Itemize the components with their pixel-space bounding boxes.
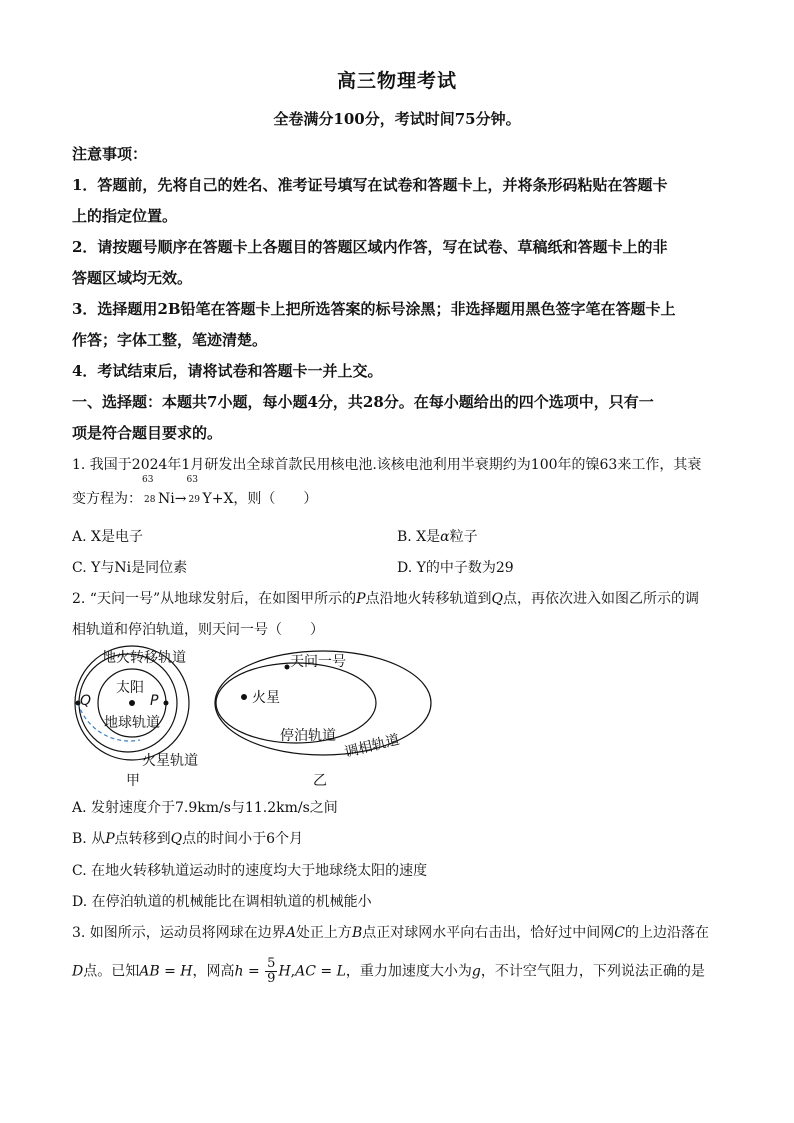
probe-dot xyxy=(285,665,290,670)
point-p: P xyxy=(356,591,366,607)
mars-label: 火星 xyxy=(252,690,280,706)
notice-line: 1．答题前，先将自己的姓名、准考证号填写在试卷和答题卡上，并将条形码粘贴在答题卡 xyxy=(72,176,668,194)
stem-text: 3. 如图所示，运动员将网球在边界 xyxy=(72,925,286,941)
ni-nuclide-numbers xyxy=(142,475,158,505)
transfer-orbit-label: 地火转移轨道 xyxy=(102,650,186,666)
notice-line: 2．请按题号顺序在答题卡上各题目的答题区域内作答，写在试卷、草稿纸和答题卡上的非 xyxy=(72,238,668,256)
q2-option-c: C. 在地火转移轨道运动时的速度均大于地球绕太阳的速度 xyxy=(72,863,428,879)
segment-ab: AB xyxy=(139,963,160,980)
q2-option-b xyxy=(72,828,303,848)
option-b-text: B. X是 xyxy=(397,529,441,545)
notice-line: 上的指定位置。 xyxy=(72,207,178,225)
point-q: Q xyxy=(491,591,504,607)
y-symbol: Y+X xyxy=(202,491,234,507)
alpha-symbol: α xyxy=(440,529,450,545)
q1-option-a: A. X是电子 xyxy=(72,529,143,545)
notice-heading: 注意事项： xyxy=(72,145,148,163)
question-1-equation-line xyxy=(72,475,318,508)
y-nuclide-numbers xyxy=(186,475,202,505)
notice-line: 3．选择题用2B铅笔在答题卡上把所选答案的标号涂黑；非选择题用黑色签字笔在答题卡上 xyxy=(72,300,676,318)
option-text: 点的时间小于6个月 xyxy=(182,831,304,847)
option-text: B. 从 xyxy=(72,831,106,847)
stem-text: ，网高 xyxy=(192,963,235,980)
mars-orbit-label: 火星轨道 xyxy=(142,753,198,769)
var-g: g xyxy=(471,963,481,980)
page-title: 高三物理考试 xyxy=(336,70,457,92)
point-q-label: Q xyxy=(80,693,92,709)
fraction xyxy=(265,957,277,986)
q2-option-a: A. 发射速度介于7.9km/s与11.2km/s之间 xyxy=(72,800,338,816)
point-c: C xyxy=(614,925,625,941)
figure-yi xyxy=(212,645,442,790)
option-b-text-end: 粒子 xyxy=(449,529,478,545)
numerator: 5 xyxy=(267,956,276,971)
figure-yi-caption: 乙 xyxy=(313,773,327,789)
question-2-stem-cont: 相轨道和停泊轨道，则天问一号（ ） xyxy=(72,622,324,638)
point-p-label: P xyxy=(150,693,159,709)
sun-dot xyxy=(129,700,135,706)
figure-jia-caption: 甲 xyxy=(126,773,140,789)
stem-text: ，不计空气阻力，下列说法正确的是 xyxy=(480,963,705,980)
stem-text: 处正上方 xyxy=(295,925,352,941)
question-3-stem xyxy=(72,922,709,942)
segment-ac: AC xyxy=(295,963,316,980)
equals: = xyxy=(159,963,181,980)
stem-text: 2. “天问一号”从地球发射后，在如图甲所示的 xyxy=(72,591,357,607)
section-heading: 一、选择题：本题共7小题，每小题4分，共28分。在每小题给出的四个选项中，只有一 xyxy=(72,393,654,411)
arrow: → xyxy=(174,491,187,507)
parking-orbit-label: 停泊轨道 xyxy=(280,728,336,744)
phasing-orbit-label: 调相轨道 xyxy=(343,731,402,761)
equation-prefix: 变方程为： xyxy=(72,491,142,507)
stem-text: ，重力加速度大小为 xyxy=(345,963,472,980)
notice-line: 答题区域均无效。 xyxy=(72,269,193,287)
q2-option-d: D. 在停泊轨道的机械能比在调相轨道的机械能小 xyxy=(72,894,372,910)
question-1-stem: 1. 我国于2024年1月研发出全球首款民用核电池.该核电池利用半衰期约为100年的镍63来工作，其衰 xyxy=(72,457,702,473)
ni-atomic-number: 28 xyxy=(144,495,156,505)
denominator: 9 xyxy=(267,971,276,986)
var-h-upper: H xyxy=(180,963,193,980)
question-2-stem xyxy=(72,588,699,608)
q1-option-c: C. Y与Ni是同位素 xyxy=(72,560,188,576)
mars-dot xyxy=(241,694,247,700)
q1-option-b xyxy=(397,526,478,546)
figure-jia xyxy=(70,645,210,790)
point-p-dot xyxy=(164,701,169,706)
point-d: D xyxy=(72,963,84,980)
y-mass-number: 63 xyxy=(186,475,198,485)
point-a: A xyxy=(285,925,296,941)
stem-text: 点。已知 xyxy=(83,963,140,980)
question-3-stem-cont: D点。已知AB = H，网高h = $\frac{5}{9}$ H,AC = L，重力加速度大小为g，不计空气阻力，下列说法正确的是 xyxy=(72,956,705,986)
section-heading-cont: 项是符合题目要求的。 xyxy=(72,424,223,442)
point-p: P xyxy=(105,831,115,847)
ni-mass-number: 63 xyxy=(142,475,154,485)
stem-text: 点，再依次进入如图乙所示的调 xyxy=(503,591,700,607)
notice-line: 作答；字体工整，笔迹清楚。 xyxy=(72,331,268,349)
y-atomic-number: 29 xyxy=(188,495,200,505)
sun-label: 太阳 xyxy=(116,680,144,696)
ni-symbol: Ni xyxy=(158,491,175,507)
comma: , xyxy=(290,963,296,980)
equation-suffix: ，则（ ） xyxy=(233,491,318,507)
page-subtitle: 全卷满分100分，考试时间75分钟。 xyxy=(273,110,521,128)
q1-option-d: D. Y的中子数为29 xyxy=(397,560,514,576)
earth-orbit-label: 地球轨道 xyxy=(104,715,160,731)
stem-text: 点正对球网水平向右击出，恰好过中间网 xyxy=(362,925,615,941)
option-text: 点转移到 xyxy=(114,831,171,847)
point-b: B xyxy=(351,925,363,941)
var-h: h xyxy=(234,963,244,980)
stem-text: 的上边沿落在 xyxy=(624,925,709,941)
var-l: L xyxy=(336,963,346,980)
notice-line: 4．考试结束后，请将试卷和答题卡一并上交。 xyxy=(72,362,383,380)
probe-label: 天问一号 xyxy=(290,654,346,670)
var-h-upper: H xyxy=(278,963,291,980)
point-q: Q xyxy=(170,831,183,847)
equals: = xyxy=(315,963,337,980)
stem-text: 点沿地火转移轨道到 xyxy=(365,591,492,607)
